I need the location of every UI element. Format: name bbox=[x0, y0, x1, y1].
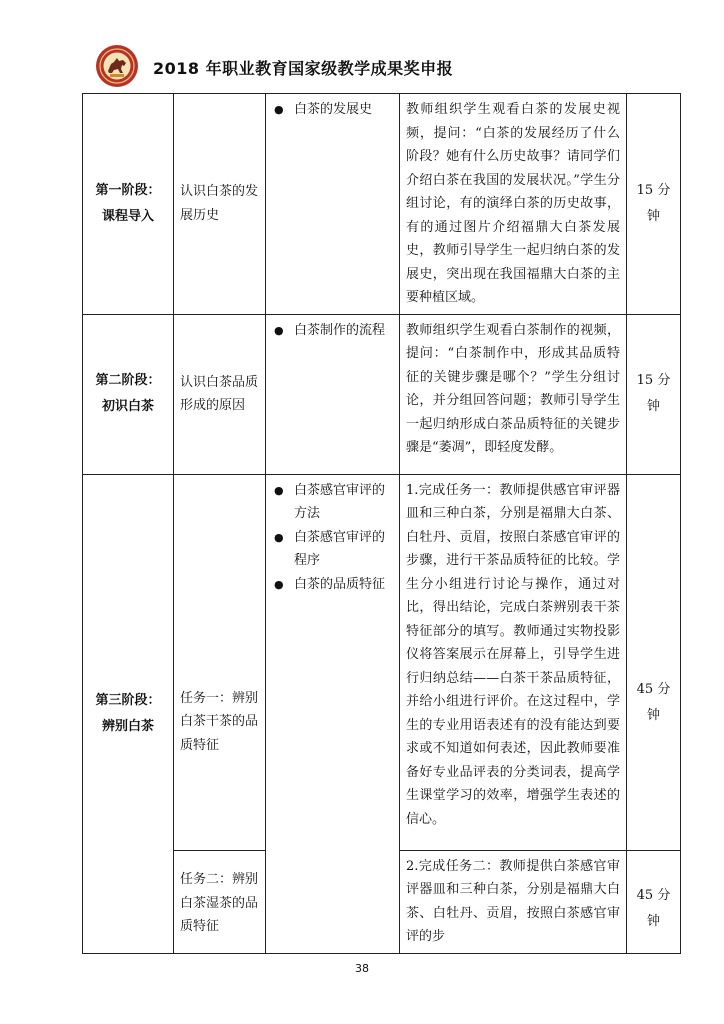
time-cell: 45 分钟 bbox=[627, 474, 681, 850]
stage-cell: 第二阶段：初识白茶 bbox=[83, 314, 174, 474]
list-item: ● 白茶制作的流程 bbox=[274, 319, 393, 343]
time-cell: 15 分钟 bbox=[627, 94, 681, 315]
table-row bbox=[83, 314, 681, 474]
list-item: ● 白茶的品质特征 bbox=[274, 573, 393, 597]
table-row bbox=[83, 474, 681, 850]
school-emblem-icon bbox=[95, 44, 139, 88]
stage-cell: 第三阶段：辨别白茶 bbox=[83, 474, 174, 953]
activity-cell: 教师组织学生观看白茶的发展史视频，提问：“白茶的发展经历了什么阶段？她有什么历史故事？请同学们介绍白茶在我国的发展状况。”学生分组讨论，有的演绎白茶的历史故事，有的通过图片介绍福鼎大白茶发展史，教师引导学生一起归纳白茶的发展史，突出现在我国福鼎大白茶的主要种植区域。 bbox=[400, 94, 627, 315]
goal-cell: 认识白茶的发展历史 bbox=[174, 94, 266, 315]
time-cell: 15 分钟 bbox=[627, 314, 681, 474]
list-item: ● 白茶感官审评的程序 bbox=[274, 526, 393, 573]
lesson-plan-table bbox=[82, 93, 681, 954]
time-cell: 45 分钟 bbox=[627, 850, 681, 953]
stage-cell: 第一阶段：课程导入 bbox=[83, 94, 174, 315]
goal-cell: 任务二：辨别白茶湿茶的品质特征 bbox=[174, 850, 266, 953]
table-row bbox=[83, 94, 681, 315]
activity-cell: 1.完成任务一：教师提供感官审评器皿和三种白茶，分别是福鼎大白茶、白牡丹、贡眉，按照白茶感官审评的步骤，进行干茶品质特征的比较。学生分小组进行讨论与操作，通过对比，得出结论，完成白茶辨别表干茶特征部分的填写。教师通过实物投影仪将答案展示在屏幕上，引导学生进行归纳总结——白茶干茶品质特征，并给小组进行评价。在这过程中，学生的专业用语表述有的没有能达到要求或不知道如何表述，因此教师要准备好专业品评表的分类词表，提高学生课堂学习的效率，增强学生表述的信心。 bbox=[400, 474, 627, 850]
content-cell bbox=[266, 474, 400, 953]
activity-cell: 教师组织学生观看白茶制作的视频，提问：“白茶制作中，形成其品质特征的关键步骤是哪个？”学生分组讨论，并分组回答问题；教师引导学生一起归纳形成白茶品质特征的关键步骤是“萎凋”，即轻度发酵。 bbox=[400, 314, 627, 474]
document-title: 2018 年职业教育国家级教学成果奖申报 bbox=[153, 59, 454, 78]
activity-cell: 2.完成任务二：教师提供白茶感官审评器皿和三种白茶，分别是福鼎大白茶、白牡丹、贡眉，按照白茶感官审评的步 bbox=[400, 850, 627, 953]
page-header bbox=[95, 42, 695, 92]
list-item: ● 白茶的发展史 bbox=[274, 98, 393, 122]
page-number: 38 bbox=[355, 962, 369, 975]
content-cell bbox=[266, 94, 400, 315]
goal-cell: 认识白茶品质形成的原因 bbox=[174, 314, 266, 474]
content-cell bbox=[266, 314, 400, 474]
goal-cell: 任务一：辨别白茶干茶的品质特征 bbox=[174, 474, 266, 850]
list-item: ● 白茶感官审评的方法 bbox=[274, 479, 393, 526]
